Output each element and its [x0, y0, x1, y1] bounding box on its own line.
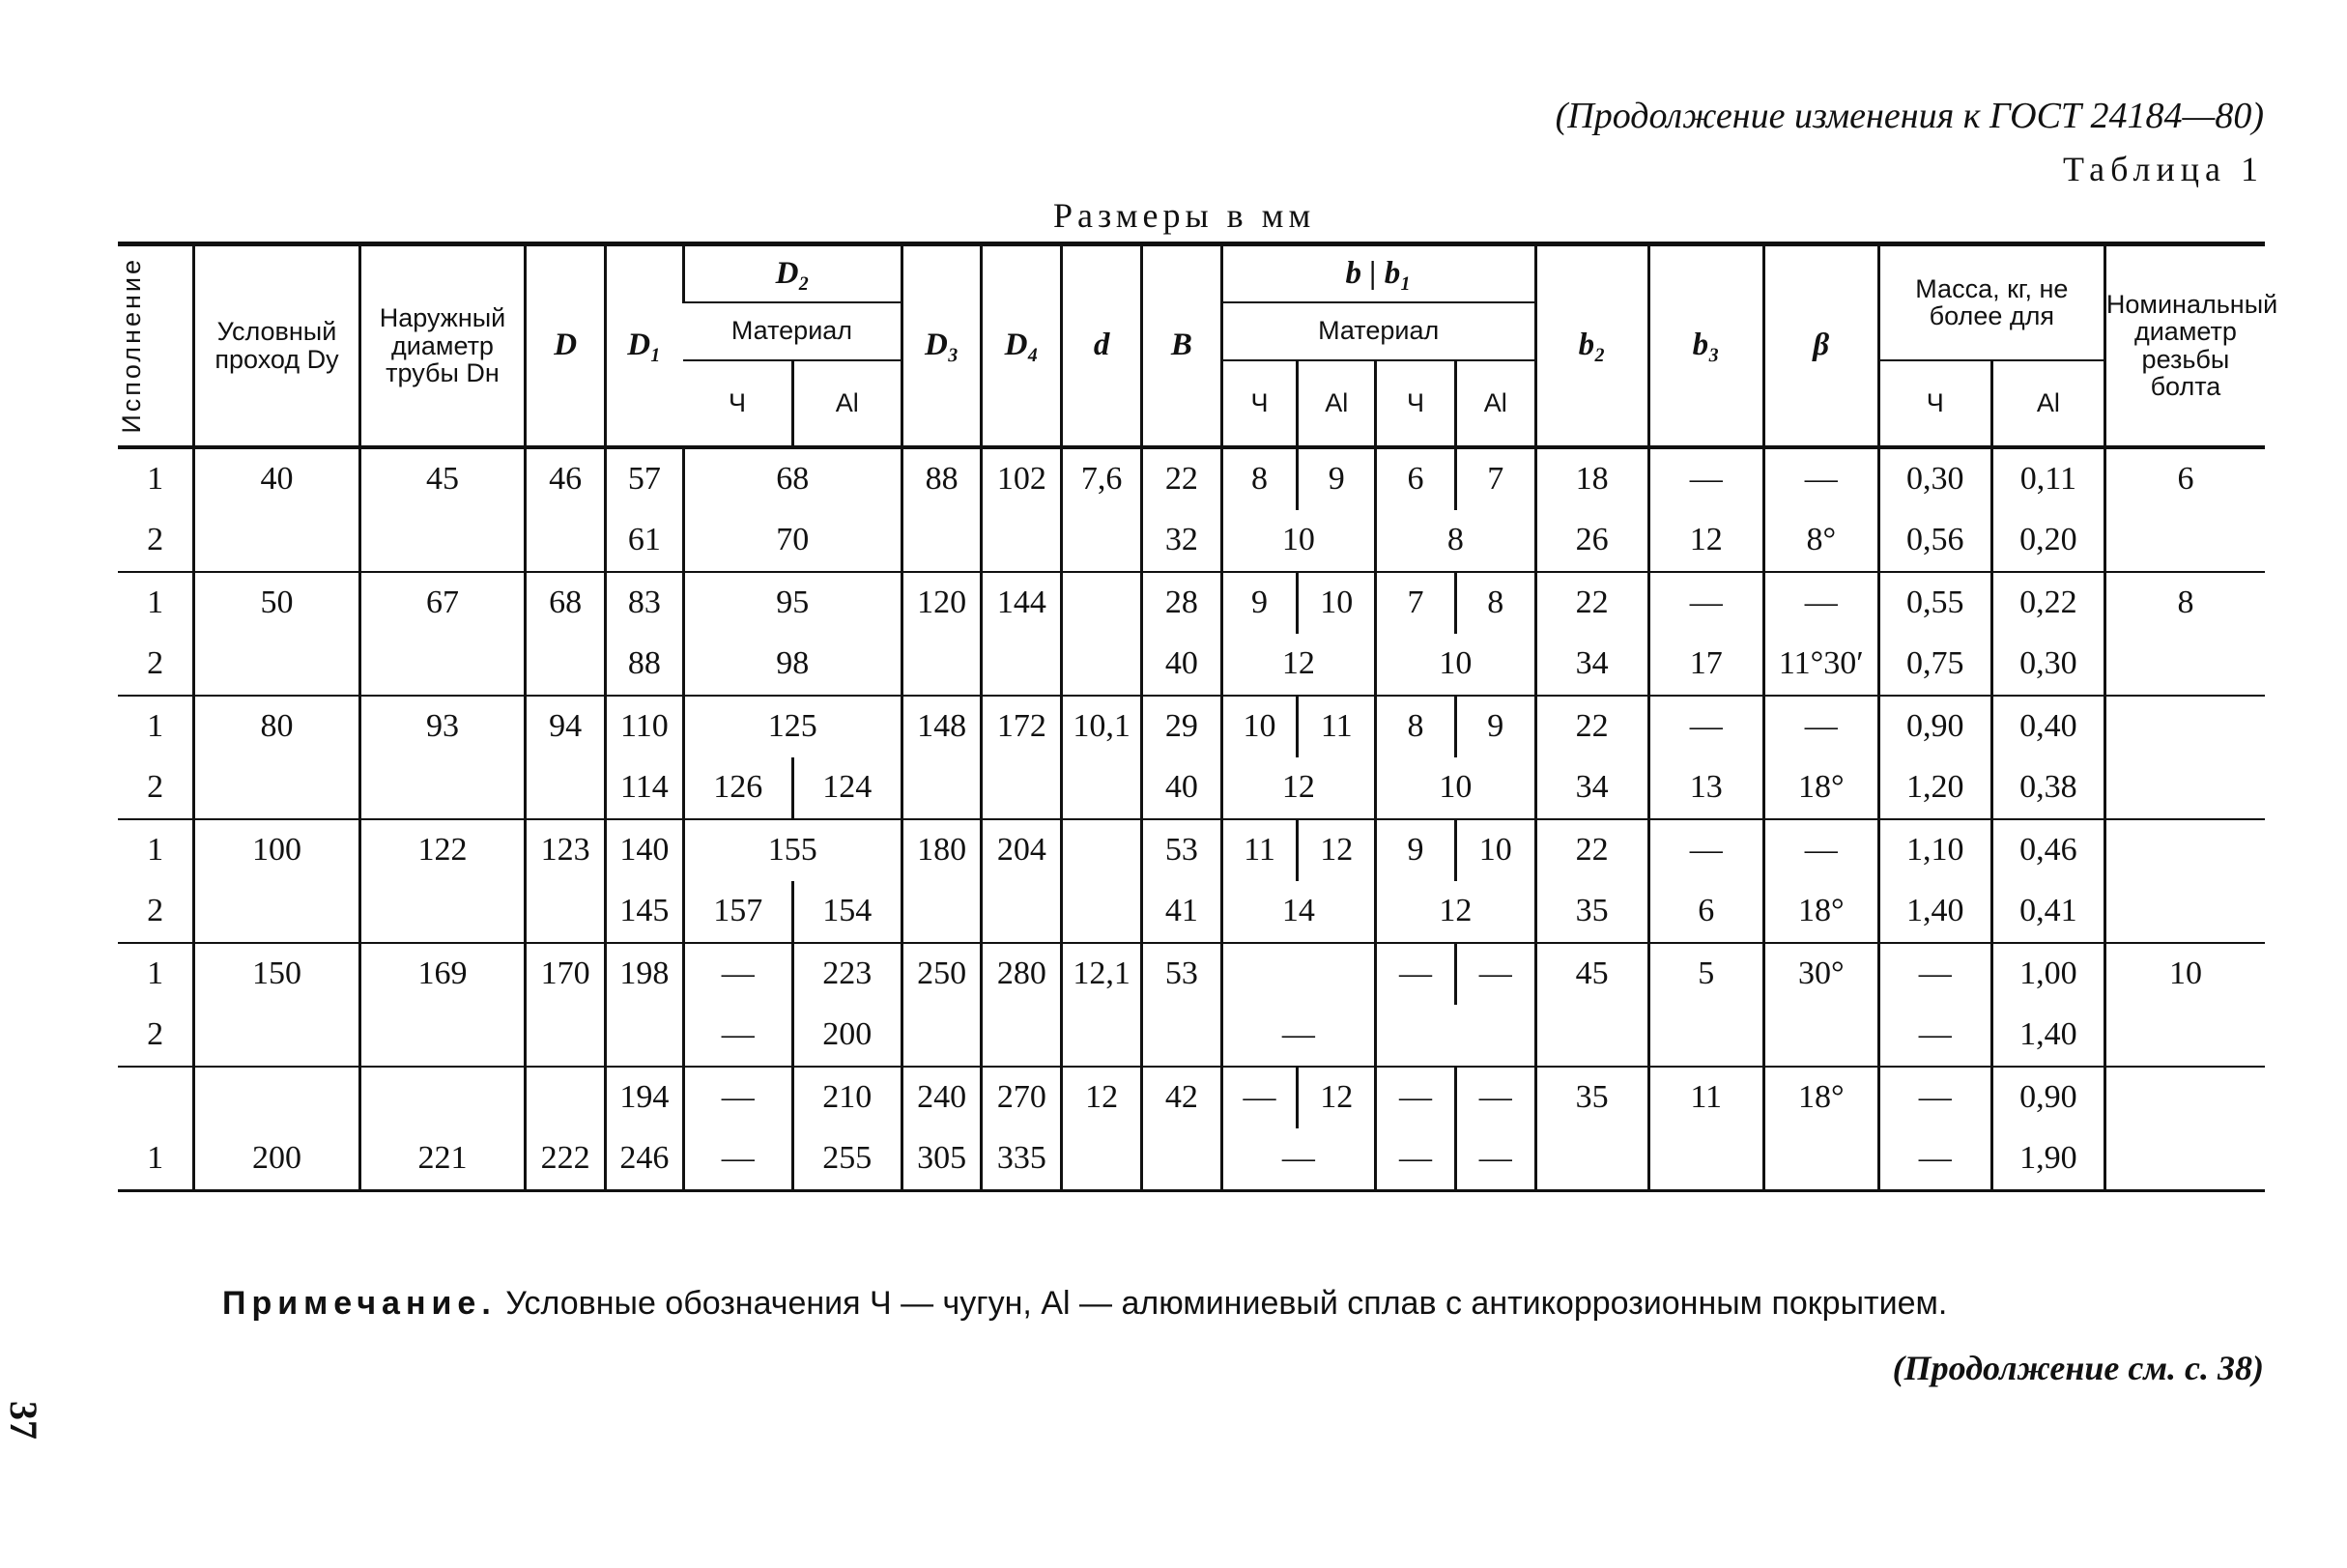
cell-b1-1: 8 [1455, 572, 1535, 634]
b-ch: Ч [1221, 360, 1298, 447]
continuation-header: (Продолжение изменения к ГОСТ 24184—80) [1555, 96, 2264, 136]
cell-d4 [982, 510, 1062, 572]
cell-isp: 2 [147, 645, 164, 682]
cell-d [1062, 572, 1142, 634]
col-bolt: Номинальный диаметр резьбы болта [2104, 244, 2265, 447]
cell-beta: — [1763, 447, 1878, 510]
cell-d4: 280 [982, 943, 1062, 1005]
cell-d [526, 881, 606, 943]
d2-al: Al [792, 360, 902, 447]
cell-d: 10,1 [1062, 696, 1142, 757]
cell-d2-0: 157 [683, 881, 792, 943]
cell-d1: 198 [606, 943, 684, 1005]
cell-d1: 114 [606, 757, 684, 819]
cell-bolt [2104, 757, 2265, 819]
cell-mch: 1,20 [1878, 757, 1991, 819]
cell-mal: 0,90 [1991, 1067, 2104, 1128]
cell-isp: 2 [147, 522, 164, 558]
cell-dy: 100 [194, 819, 360, 881]
cell-dy: 200 [194, 1128, 360, 1191]
cell-b3: 6 [1648, 881, 1763, 943]
cell-d: 94 [526, 696, 606, 757]
table-row [118, 510, 2265, 572]
table-row [118, 1128, 2265, 1191]
cell-d2-1: 154 [792, 881, 902, 943]
cell-b3: — [1648, 696, 1763, 757]
table-row [118, 943, 2265, 1005]
cell-mal: 0,22 [1991, 572, 2104, 634]
cell-d2: 68 [683, 447, 902, 510]
cell-d1 [606, 1005, 684, 1067]
col-dy: Условный проход Dу [194, 244, 360, 447]
cell-mch: — [1878, 1128, 1991, 1191]
cell-b1 [1376, 1005, 1536, 1067]
cell-b: 14 [1221, 881, 1375, 943]
dimensions-table [117, 242, 2278, 1192]
col-d1: D₁ [606, 244, 684, 447]
cell-d3: 88 [902, 447, 982, 510]
cell-mch: 1,40 [1878, 881, 1991, 943]
cell-b3: — [1648, 572, 1763, 634]
cell-isp: 1 [118, 1128, 194, 1191]
cell-isp: 2 [147, 1016, 164, 1053]
cell-isp: 2 [147, 769, 164, 806]
cell-bolt [2104, 510, 2265, 572]
col-beta: β [1763, 244, 1878, 447]
cell-b2: 45 [1535, 943, 1648, 1005]
cell-dn: 93 [359, 696, 526, 757]
cell-d1: 110 [606, 696, 684, 757]
cell-b: — [1221, 1128, 1375, 1191]
cell-bolt: 10 [2104, 943, 2265, 1005]
table-row [118, 634, 2265, 696]
col-b-b1: b | b₁ [1221, 244, 1535, 302]
cell-b: 29 [1141, 696, 1221, 757]
cell-b [1221, 943, 1375, 1005]
col-d3: D₃ [902, 244, 982, 447]
cell-dy [194, 634, 360, 696]
cell-d [526, 634, 606, 696]
cell-d [1062, 819, 1142, 881]
cell-b1: 8 [1376, 510, 1536, 572]
cell-mal: 1,90 [1991, 1128, 2104, 1191]
cell-b2 [1535, 1128, 1648, 1191]
cell-mal: 1,00 [1991, 943, 2104, 1005]
cell-d1: 57 [606, 447, 684, 510]
cell-d4 [982, 757, 1062, 819]
cell-mal: 0,40 [1991, 696, 2104, 757]
table-row [118, 757, 2265, 819]
cell-dy [194, 1067, 360, 1128]
mass-ch: Ч [1878, 360, 1991, 447]
cell-d3 [902, 757, 982, 819]
cell-beta: 11°30′ [1763, 634, 1878, 696]
cell-d3 [902, 510, 982, 572]
table-note [222, 1285, 1947, 1323]
cell-d2-0: 126 [683, 757, 792, 819]
cell-d2-1: 255 [792, 1128, 902, 1191]
table-row [118, 1067, 2265, 1128]
cell-bolt [2104, 696, 2265, 757]
cell-dy: 50 [194, 572, 360, 634]
table-label: Таблица 1 [2063, 150, 2264, 188]
cell-b2: 34 [1535, 757, 1648, 819]
cell-b-1: 9 [1298, 447, 1376, 510]
cell-d: 68 [526, 572, 606, 634]
cell-b2: 22 [1535, 572, 1648, 634]
cell-b1-1: 9 [1455, 696, 1535, 757]
cell-b1-0: — [1376, 1128, 1456, 1191]
cell-d3: 240 [902, 1067, 982, 1128]
col-mass: Масса, кг, не более для [1878, 244, 2104, 360]
cell-dy [194, 1005, 360, 1067]
cell-b1-1: — [1455, 1128, 1535, 1191]
cell-bolt [2104, 1128, 2265, 1191]
cell-dn: 169 [359, 943, 526, 1005]
table-row [118, 572, 2265, 634]
cell-b1-1: — [1455, 943, 1535, 1005]
cell-b-0: 11 [1221, 819, 1298, 881]
cell-d4: 270 [982, 1067, 1062, 1128]
col-d4: D₄ [982, 244, 1062, 447]
cell-d2-1: 210 [792, 1067, 902, 1128]
cell-beta: 30° [1763, 943, 1878, 1005]
cell-beta: 8° [1763, 510, 1878, 572]
cell-mal: 0,30 [1991, 634, 2104, 696]
cell-d2-0: — [683, 943, 792, 1005]
mass-al: Al [1991, 360, 2104, 447]
cell-beta: 18° [1763, 881, 1878, 943]
cell-d1: 88 [606, 634, 684, 696]
cell-b-1: 10 [1298, 572, 1376, 634]
cell-b2: 34 [1535, 634, 1648, 696]
cell-mch: — [1878, 943, 1991, 1005]
cell-d1: 246 [606, 1128, 684, 1191]
cell-b: 10 [1221, 510, 1375, 572]
cell-isp: 1 [118, 572, 194, 634]
cell-b2: 35 [1535, 881, 1648, 943]
cell-d2: 95 [683, 572, 902, 634]
cell-b: 42 [1141, 1067, 1221, 1128]
cell-b2: 35 [1535, 1067, 1648, 1128]
cell-d [1062, 1128, 1142, 1191]
cell-d1: 83 [606, 572, 684, 634]
cell-dn [359, 1005, 526, 1067]
cell-b-1: 12 [1298, 819, 1376, 881]
cell-d3 [902, 1005, 982, 1067]
cell-beta: — [1763, 819, 1878, 881]
cell-b1: 10 [1376, 634, 1536, 696]
cell-d2-1: 200 [792, 1005, 902, 1067]
col-b3: b₃ [1648, 244, 1763, 447]
cell-b1-1: — [1455, 1067, 1535, 1128]
b-material: Материал [1221, 302, 1535, 360]
cell-d [526, 510, 606, 572]
note-text: Условные обозначения Ч — чугун, Al — алюминиевый сплав с антикоррозионным покрытием. [505, 1285, 1948, 1322]
cell-b-1: 12 [1298, 1067, 1376, 1128]
cell-mal: 0,38 [1991, 757, 2104, 819]
cell-d [1062, 510, 1142, 572]
cell-mch: 0,55 [1878, 572, 1991, 634]
cell-d: 222 [526, 1128, 606, 1191]
cell-b3: 5 [1648, 943, 1763, 1005]
cell-d3: 148 [902, 696, 982, 757]
cell-d2-0: — [683, 1005, 792, 1067]
cell-b3: 13 [1648, 757, 1763, 819]
cell-b1: 12 [1376, 881, 1536, 943]
cell-d2-0: — [683, 1128, 792, 1191]
cell-d4: 335 [982, 1128, 1062, 1191]
cell-isp: 1 [118, 943, 194, 1005]
cell-b-0: 8 [1221, 447, 1298, 510]
cell-d: 170 [526, 943, 606, 1005]
cell-b3: 11 [1648, 1067, 1763, 1128]
cell-bolt [2104, 881, 2265, 943]
cell-d: 46 [526, 447, 606, 510]
cell-isp: 1 [118, 447, 194, 510]
cell-b3: 12 [1648, 510, 1763, 572]
cell-d1: 140 [606, 819, 684, 881]
b1-ch: Ч [1376, 360, 1456, 447]
cell-mch: 0,75 [1878, 634, 1991, 696]
table-row [118, 819, 2265, 881]
cell-d2-0: — [683, 1067, 792, 1128]
cell-mch: 0,90 [1878, 696, 1991, 757]
cell-isp: 1 [118, 696, 194, 757]
cell-d2-1: 223 [792, 943, 902, 1005]
cell-b: 40 [1141, 634, 1221, 696]
cell-dn [359, 510, 526, 572]
cell-d4 [982, 634, 1062, 696]
d2-material: Материал [683, 302, 902, 360]
cell-b: — [1221, 1005, 1375, 1067]
cell-b: 12 [1221, 634, 1375, 696]
cell-mal: 0,41 [1991, 881, 2104, 943]
cell-dn: 45 [359, 447, 526, 510]
cell-b: 28 [1141, 572, 1221, 634]
cell-mal: 0,20 [1991, 510, 2104, 572]
cell-d1: 194 [606, 1067, 684, 1128]
cell-b1-0: 9 [1376, 819, 1456, 881]
cell-b: 40 [1141, 757, 1221, 819]
cell-b-1: 11 [1298, 696, 1376, 757]
cell-d [1062, 881, 1142, 943]
cell-b: 53 [1141, 819, 1221, 881]
cell-b3: — [1648, 819, 1763, 881]
cell-b1: 10 [1376, 757, 1536, 819]
cell-dy: 150 [194, 943, 360, 1005]
cell-bolt [2104, 1005, 2265, 1067]
cell-d3 [902, 881, 982, 943]
cell-b-0: 9 [1221, 572, 1298, 634]
cell-b1-1: 10 [1455, 819, 1535, 881]
cell-d [1062, 1005, 1142, 1067]
cell-bolt [2104, 819, 2265, 881]
col-dd: d [1062, 244, 1142, 447]
cell-b1-0: 7 [1376, 572, 1456, 634]
cell-d1: 61 [606, 510, 684, 572]
cell-d [526, 1067, 606, 1128]
cell-b2: 18 [1535, 447, 1648, 510]
cell-dn [359, 634, 526, 696]
cell-b1-0: 8 [1376, 696, 1456, 757]
cell-d2: 155 [683, 819, 902, 881]
col-ispolnenie: Исполнение [117, 257, 146, 435]
cell-d3: 120 [902, 572, 982, 634]
cell-mal: 0,46 [1991, 819, 2104, 881]
cell-d4 [982, 1005, 1062, 1067]
cell-b: 22 [1141, 447, 1221, 510]
cell-d3: 305 [902, 1128, 982, 1191]
units-caption: Размеры в мм [1053, 196, 1316, 235]
cell-mal: 1,40 [1991, 1005, 2104, 1067]
cell-b1-0: — [1376, 1067, 1456, 1128]
cell-d [526, 1005, 606, 1067]
table-row [118, 447, 2265, 510]
cell-isp [118, 1067, 194, 1128]
cell-b [1141, 1128, 1221, 1191]
cell-b2 [1535, 1005, 1648, 1067]
cell-b: 41 [1141, 881, 1221, 943]
col-d: D [526, 244, 606, 447]
cell-d3: 250 [902, 943, 982, 1005]
note-label: Примечание. [222, 1285, 497, 1322]
cell-d3 [902, 634, 982, 696]
cell-d: 12,1 [1062, 943, 1142, 1005]
cell-dy [194, 510, 360, 572]
cell-dn: 221 [359, 1128, 526, 1191]
cell-d [1062, 757, 1142, 819]
table-row [118, 1005, 2265, 1067]
table-row [118, 881, 2265, 943]
cell-d2: 125 [683, 696, 902, 757]
cell-b2: 22 [1535, 696, 1648, 757]
cell-b: 32 [1141, 510, 1221, 572]
col-dn: Наружный диаметр трубы Dн [359, 244, 526, 447]
cell-beta [1763, 1005, 1878, 1067]
cell-dy [194, 757, 360, 819]
cell-b: 12 [1221, 757, 1375, 819]
b-al: Al [1298, 360, 1376, 447]
cell-b1-1: 7 [1455, 447, 1535, 510]
cell-b3 [1648, 1005, 1763, 1067]
cell-b1-0: 6 [1376, 447, 1456, 510]
col-b-big: B [1141, 244, 1221, 447]
cell-d: 12 [1062, 1067, 1142, 1128]
cell-dn [359, 1067, 526, 1128]
continued-footer: (Продолжение см. с. 38) [1892, 1349, 2264, 1387]
table-row [118, 696, 2265, 757]
cell-d1: 145 [606, 881, 684, 943]
col-d2: D₂ [683, 244, 902, 302]
cell-d4 [982, 881, 1062, 943]
cell-d4: 204 [982, 819, 1062, 881]
cell-b2: 22 [1535, 819, 1648, 881]
cell-b [1141, 1005, 1221, 1067]
cell-d2-1: 124 [792, 757, 902, 819]
cell-b3 [1648, 1128, 1763, 1191]
cell-bolt: 6 [2104, 447, 2265, 510]
cell-b-0: 10 [1221, 696, 1298, 757]
cell-mal: 0,11 [1991, 447, 2104, 510]
cell-b3: 17 [1648, 634, 1763, 696]
b1-al: Al [1455, 360, 1535, 447]
cell-b2: 26 [1535, 510, 1648, 572]
cell-bolt: 8 [2104, 572, 2265, 634]
cell-beta [1763, 1128, 1878, 1191]
cell-mch: 0,56 [1878, 510, 1991, 572]
cell-beta: 18° [1763, 757, 1878, 819]
cell-mch: 0,30 [1878, 447, 1991, 510]
cell-mch: 1,10 [1878, 819, 1991, 881]
cell-d4: 144 [982, 572, 1062, 634]
cell-dn [359, 881, 526, 943]
cell-d4: 102 [982, 447, 1062, 510]
cell-beta: 18° [1763, 1067, 1878, 1128]
cell-mch: — [1878, 1067, 1991, 1128]
cell-beta: — [1763, 696, 1878, 757]
cell-d2: 98 [683, 634, 902, 696]
cell-mch: — [1878, 1005, 1991, 1067]
cell-d: 7,6 [1062, 447, 1142, 510]
cell-dn: 122 [359, 819, 526, 881]
cell-d3: 180 [902, 819, 982, 881]
cell-dy [194, 881, 360, 943]
cell-b-0: — [1221, 1067, 1298, 1128]
cell-d [1062, 634, 1142, 696]
cell-dn: 67 [359, 572, 526, 634]
cell-d [526, 757, 606, 819]
cell-isp: 1 [118, 819, 194, 881]
cell-beta: — [1763, 572, 1878, 634]
cell-isp: 2 [147, 893, 164, 929]
cell-dy: 80 [194, 696, 360, 757]
cell-b3: — [1648, 447, 1763, 510]
cell-bolt [2104, 634, 2265, 696]
cell-dn [359, 757, 526, 819]
cell-b1-0: — [1376, 943, 1456, 1005]
cell-d: 123 [526, 819, 606, 881]
col-b2: b₂ [1535, 244, 1648, 447]
cell-bolt [2104, 1067, 2265, 1128]
cell-dy: 40 [194, 447, 360, 510]
cell-d2: 70 [683, 510, 902, 572]
page-number: 37 [2, 1401, 45, 1440]
cell-b: 53 [1141, 943, 1221, 1005]
cell-d4: 172 [982, 696, 1062, 757]
d2-ch: Ч [683, 360, 792, 447]
